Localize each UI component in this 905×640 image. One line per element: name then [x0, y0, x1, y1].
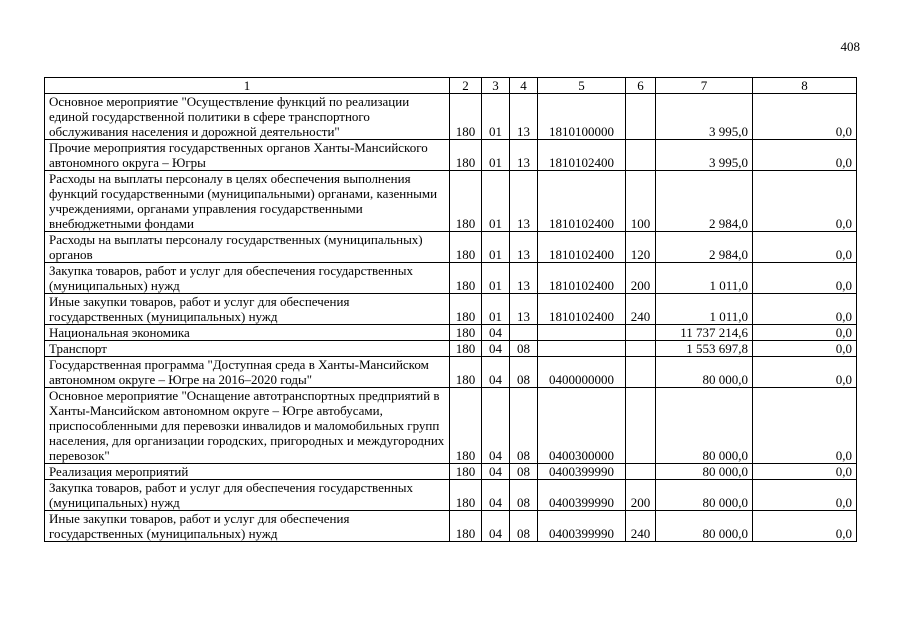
table-row: [45, 464, 857, 480]
cell-expense-type: [626, 357, 656, 388]
cell-amount: 80 000,0: [656, 480, 753, 511]
table-row: [45, 325, 857, 341]
cell-ministry: 180: [450, 294, 482, 325]
cell-subsection: 08: [510, 341, 538, 357]
cell-subsection: 08: [510, 388, 538, 464]
cell-subsection: 08: [510, 480, 538, 511]
cell-subsection: 13: [510, 294, 538, 325]
cell-amount-2: 0,0: [753, 341, 857, 357]
table-row: [45, 357, 857, 388]
column-header: 1: [45, 78, 450, 94]
cell-section: 04: [482, 464, 510, 480]
cell-target-code: 0400399990: [538, 480, 626, 511]
row-description: Основное мероприятие "Осуществление функций по реализации единой государственной политики в сфере транспортного обслуживания населения и дорожной деятельности": [45, 94, 450, 140]
cell-amount-2: 0,0: [753, 232, 857, 263]
cell-ministry: 180: [450, 232, 482, 263]
cell-subsection: 13: [510, 94, 538, 140]
table-row: [45, 294, 857, 325]
cell-section: 04: [482, 511, 510, 542]
table-row: [45, 263, 857, 294]
table-row: [45, 140, 857, 171]
cell-section: 04: [482, 388, 510, 464]
cell-expense-type: [626, 388, 656, 464]
column-header: 2: [450, 78, 482, 94]
cell-expense-type: [626, 341, 656, 357]
table-row: [45, 480, 857, 511]
row-description: Основное мероприятие "Оснащение автотранспортных предприятий в Ханты-Мансийском автономном округе – Югре автобусами, приспособленными для перевозки инвалидов и маломобильных групп населения, для организации городских, пригородных и междугородних перевозок": [45, 388, 450, 464]
column-header: 4: [510, 78, 538, 94]
cell-expense-type: 240: [626, 294, 656, 325]
cell-ministry: 180: [450, 511, 482, 542]
column-header: 6: [626, 78, 656, 94]
cell-ministry: 180: [450, 388, 482, 464]
cell-amount-2: 0,0: [753, 94, 857, 140]
cell-section: 04: [482, 357, 510, 388]
budget-table: [44, 77, 857, 542]
cell-target-code: 0400000000: [538, 357, 626, 388]
cell-amount: 1 011,0: [656, 263, 753, 294]
row-description: Реализация мероприятий: [45, 464, 450, 480]
cell-ministry: 180: [450, 171, 482, 232]
cell-amount-2: 0,0: [753, 140, 857, 171]
cell-target-code: 0400399990: [538, 511, 626, 542]
row-description: Национальная экономика: [45, 325, 450, 341]
cell-expense-type: [626, 94, 656, 140]
cell-target-code: [538, 341, 626, 357]
cell-section: 04: [482, 480, 510, 511]
table-row: [45, 171, 857, 232]
cell-amount-2: 0,0: [753, 464, 857, 480]
cell-subsection: 08: [510, 357, 538, 388]
cell-amount-2: 0,0: [753, 325, 857, 341]
cell-amount-2: 0,0: [753, 511, 857, 542]
cell-subsection: 08: [510, 511, 538, 542]
cell-ministry: 180: [450, 464, 482, 480]
cell-target-code: 1810100000: [538, 94, 626, 140]
row-description: Закупка товаров, работ и услуг для обеспечения государственных (муниципальных) нужд: [45, 480, 450, 511]
cell-target-code: 1810102400: [538, 263, 626, 294]
cell-amount: 1 553 697,8: [656, 341, 753, 357]
cell-expense-type: 200: [626, 480, 656, 511]
cell-target-code: [538, 325, 626, 341]
cell-amount: 2 984,0: [656, 232, 753, 263]
cell-amount-2: 0,0: [753, 263, 857, 294]
cell-target-code: 1810102400: [538, 294, 626, 325]
cell-ministry: 180: [450, 357, 482, 388]
cell-expense-type: [626, 325, 656, 341]
cell-target-code: 0400300000: [538, 388, 626, 464]
cell-expense-type: 200: [626, 263, 656, 294]
cell-section: 01: [482, 232, 510, 263]
row-description: Прочие мероприятия государственных органов Ханты-Мансийского автономного округа – Югры: [45, 140, 450, 171]
cell-expense-type: 240: [626, 511, 656, 542]
cell-expense-type: 100: [626, 171, 656, 232]
row-description: Иные закупки товаров, работ и услуг для обеспечения государственных (муниципальных) нужд: [45, 294, 450, 325]
cell-amount-2: 0,0: [753, 388, 857, 464]
cell-amount: 3 995,0: [656, 140, 753, 171]
cell-amount-2: 0,0: [753, 480, 857, 511]
cell-subsection: 08: [510, 464, 538, 480]
cell-ministry: 180: [450, 480, 482, 511]
cell-section: 01: [482, 171, 510, 232]
cell-subsection: 13: [510, 140, 538, 171]
cell-subsection: 13: [510, 171, 538, 232]
row-description: Закупка товаров, работ и услуг для обеспечения государственных (муниципальных) нужд: [45, 263, 450, 294]
cell-section: 01: [482, 140, 510, 171]
cell-ministry: 180: [450, 94, 482, 140]
table-row: [45, 94, 857, 140]
cell-target-code: 1810102400: [538, 140, 626, 171]
cell-expense-type: 120: [626, 232, 656, 263]
table-row: [45, 511, 857, 542]
cell-section: 01: [482, 263, 510, 294]
cell-target-code: 1810102400: [538, 171, 626, 232]
cell-target-code: 1810102400: [538, 232, 626, 263]
cell-amount: 3 995,0: [656, 94, 753, 140]
table-row: [45, 388, 857, 464]
cell-section: 04: [482, 341, 510, 357]
cell-section: 01: [482, 94, 510, 140]
cell-amount: 80 000,0: [656, 464, 753, 480]
column-header: 5: [538, 78, 626, 94]
cell-amount: 80 000,0: [656, 511, 753, 542]
row-description: Транспорт: [45, 341, 450, 357]
table-row: [45, 232, 857, 263]
cell-amount: 2 984,0: [656, 171, 753, 232]
header-row: [45, 78, 857, 94]
page-number: 408: [840, 39, 860, 54]
row-description: Иные закупки товаров, работ и услуг для обеспечения государственных (муниципальных) нужд: [45, 511, 450, 542]
cell-subsection: 13: [510, 263, 538, 294]
table-body: [45, 94, 857, 542]
row-description: Расходы на выплаты персоналу государственных (муниципальных) органов: [45, 232, 450, 263]
cell-subsection: 13: [510, 232, 538, 263]
cell-amount: 80 000,0: [656, 388, 753, 464]
cell-ministry: 180: [450, 341, 482, 357]
cell-target-code: 0400399990: [538, 464, 626, 480]
row-description: Расходы на выплаты персоналу в целях обеспечения выполнения функций государственными (муниципальными) органами, казенными учреждениями, органами управления государственными внебюджетными фондами: [45, 171, 450, 232]
cell-amount-2: 0,0: [753, 294, 857, 325]
cell-ministry: 180: [450, 140, 482, 171]
column-header: 7: [656, 78, 753, 94]
cell-amount-2: 0,0: [753, 171, 857, 232]
row-description: Государственная программа "Доступная среда в Ханты-Мансийском автономном округе – Югре на 2016–2020 годы": [45, 357, 450, 388]
cell-section: 04: [482, 325, 510, 341]
cell-section: 01: [482, 294, 510, 325]
column-header: 3: [482, 78, 510, 94]
table-row: [45, 341, 857, 357]
cell-ministry: 180: [450, 325, 482, 341]
cell-amount: 11 737 214,6: [656, 325, 753, 341]
cell-subsection: [510, 325, 538, 341]
cell-ministry: 180: [450, 263, 482, 294]
cell-amount-2: 0,0: [753, 357, 857, 388]
cell-expense-type: [626, 140, 656, 171]
cell-amount: 80 000,0: [656, 357, 753, 388]
cell-amount: 1 011,0: [656, 294, 753, 325]
cell-expense-type: [626, 464, 656, 480]
column-header: 8: [753, 78, 857, 94]
